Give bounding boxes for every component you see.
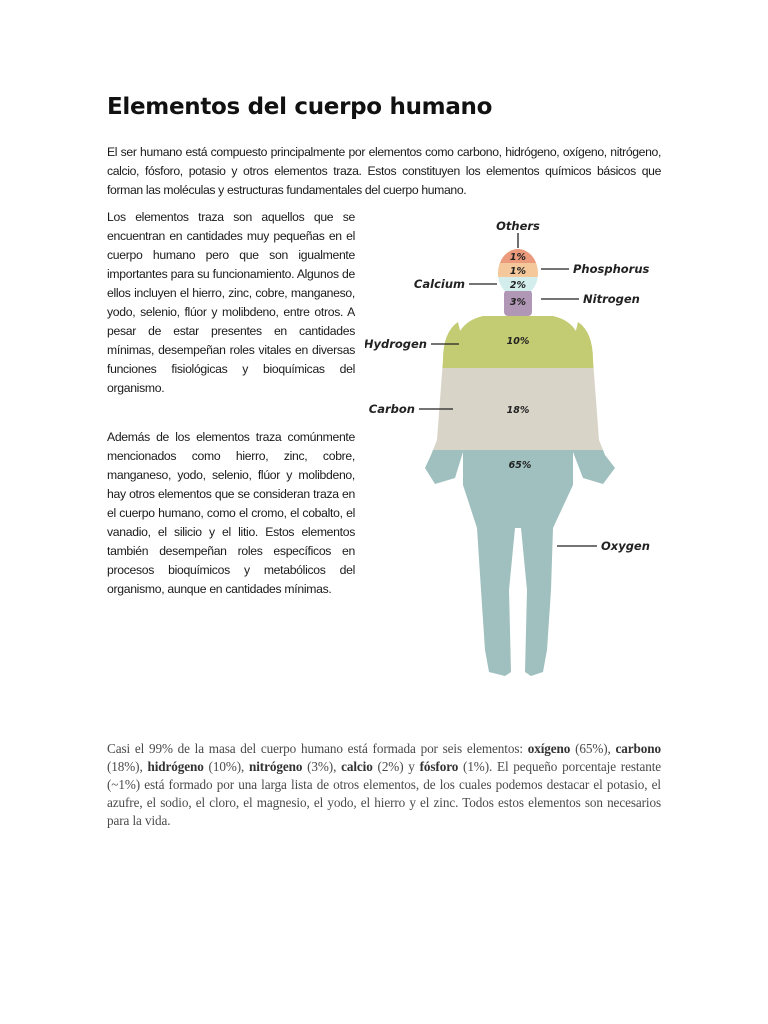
phosphorus-label: Phosphorus [573, 262, 650, 276]
others-value: 1% [509, 252, 527, 263]
summary-paragraph: Casi el 99% de la masa del cuerpo humano está formada por seis elementos: oxígeno (65%), carbono (18%), hidrógeno (10%), nitrógeno (3%), calcio (2%) y fósforo (1%). El pequeño porcentaje restante (~1%) está formado por una larga lista de otros elementos, de los cuales podemos destacar el potasio, el azufre, el sodio, el cloro, el magnesio, el yodo, el hierro y el zinc. Todos estos elementos son necesarios para la vida. [107, 741, 662, 828]
oxygen-value: 65% [508, 460, 532, 471]
carbon-label: Carbon [368, 402, 415, 416]
additional-trace-paragraph: Además de los elementos traza comúnmente mencionados como hierro, zinc, cobre, manganeso, yodo, selenio, flúor y molibdeno, hay otros elementos que se consideran traza en el cuerpo humano, como el cromo, el cobalto, el vanadio, el silicio y el litio. Estos elementos también desempeñan roles específicos en procesos bioquímicos y metabólicos del organismo, aunque en cantidades mínimas. [107, 430, 355, 596]
oxygen-band [365, 450, 665, 685]
human-body-diagram [365, 210, 665, 685]
nitrogen-value: 3% [509, 297, 527, 308]
page-title: Elementos del cuerpo humano [107, 94, 493, 120]
oxygen-label: Oxygen [601, 539, 650, 553]
calcium-value: 2% [509, 280, 527, 291]
calcium-label: Calcium [413, 277, 465, 291]
nitrogen-label: Nitrogen [583, 292, 640, 306]
trace-elements-paragraph: Los elementos traza son aquellos que se encuentran en cantidades muy pequeñas en el cuerpo humano pero que son igualmente importantes para su funcionamiento. Algunos de ellos incluyen el hierro, zinc, cobre, manganeso, yodo, selenio, flúor y molibdeno, entre otros. A pesar de estar presentes en cantidades mínimas, desempeñan roles vitales en diversas funciones fisiológicas y bioquímicas del organismo. [107, 210, 355, 395]
hydrogen-value: 10% [506, 336, 530, 347]
body-composition-figure [365, 210, 665, 685]
others-label: Others [496, 219, 540, 233]
carbon-value: 18% [506, 405, 530, 416]
phosphorus-value: 1% [509, 266, 527, 277]
hydrogen-label: Hydrogen [365, 337, 427, 351]
intro-paragraph: El ser humano está compuesto principalmente por elementos como carbono, hidrógeno, oxígeno, nitrógeno, calcio, fósforo, potasio y otros elementos traza. Estos constituyen los elementos químicos básicos que forman las moléculas y estructuras fundamentales del cuerpo humano. [107, 145, 661, 197]
